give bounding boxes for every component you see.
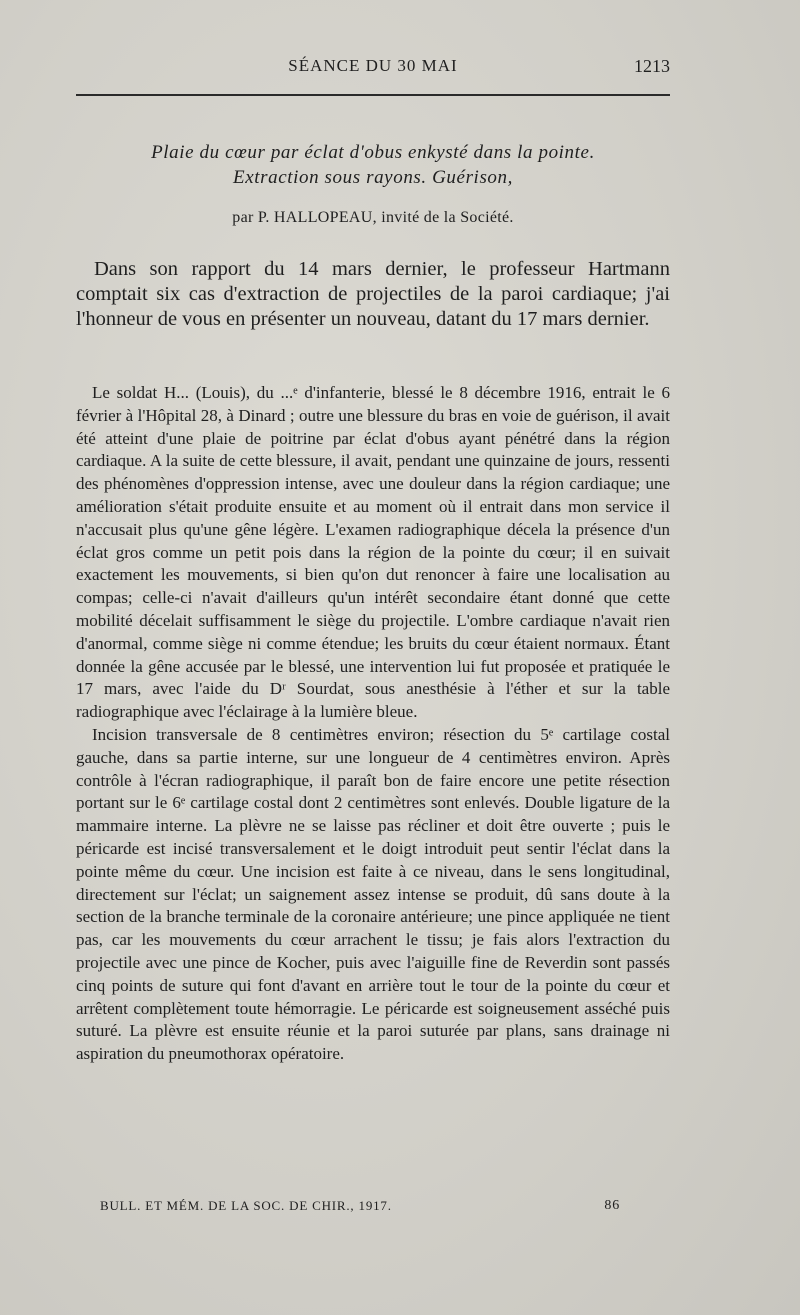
page-header bbox=[76, 50, 670, 86]
signature-mark: 86 bbox=[604, 1198, 620, 1213]
running-head: SÉANCE DU 30 MAI bbox=[288, 56, 458, 75]
intro-paragraph: Dans son rapport du 14 mars dernier, le professeur Hartmann comptait six cas d'extraction de projectiles de la paroi cardiaque; j'ai l'honneur de vous en présenter un nouveau, datant du 17 mars dernier. bbox=[76, 258, 670, 330]
page-footer bbox=[100, 1196, 620, 1220]
article-title bbox=[76, 140, 670, 190]
header-rule bbox=[76, 94, 670, 96]
title-line-1: Plaie du cœur par éclat d'obus enkysté dans la pointe. bbox=[151, 142, 595, 163]
page-number: 1213 bbox=[634, 56, 670, 76]
body-paragraph-2: Incision transversale de 8 centimètres environ; résection du 5ᵉ cartilage costal gauche, dans sa partie interne, sur une longueur de 4 centimètres environ. Après contrôle à l'écran radiographique, il paraît bon de faire encore une petite résection portant sur le 6ᵉ cartilage costal dont 2 centimètres sont enlevés. Double ligature de la mammaire interne. La plèvre ne se laisse pas récliner et doit être ouverte ; puis le péricarde est incisé transversalement et le doigt introduit peut sentir l'éclat dans la pointe même du cœur. Une incision est faite à ce niveau, dans le sens longitudinal, directement sur l'éclat; un saignement assez intense se produit, dû sans doute à la section de la branche terminale de la coronaire antérieure; une pince appliquée ne tient pas, car les mouvements du cœur arrachent le tissu; je fais alors l'extraction du projectile avec une pince de Kocher, puis avec l'aiguille fine de Reverdin sont passés cinq points de suture qui font d'avant en arrière tout le tour de la pointe du cœur et arrêtent complètement toute hémorragie. Le péricarde est soigneusement asséché puis suturé. La plèvre est ensuite réunie et la paroi suturée par plans, sans drainage ni aspiration du pneumothorax opératoire. bbox=[76, 724, 670, 1064]
article-body bbox=[76, 382, 670, 1066]
title-line-2: Extraction sous rayons. Guérison, bbox=[233, 167, 513, 188]
article-author: par P. HALLOPEAU, invité de la Société. bbox=[232, 209, 514, 226]
body-paragraph-1: Le soldat H... (Louis), du ...ᵉ d'infanterie, blessé le 8 décembre 1916, entrait le 6 février à l'Hôpital 28, à Dinard ; outre une blessure du bras en voie de guérison, il avait été atteint d'une plaie de poitrine par éclat d'obus ayant pénétré dans la région cardiaque. A la suite de cette blessure, il avait, pendant une quinzaine de jours, ressenti des phénomènes d'oppression intense, avec une douleur dans la région cardiaque; une amélioration s'était produite ensuite et au moment où il entrait dans mon service il n'accusait plus qu'une gêne légère. L'examen radiographique décela la présence d'un éclat gros comme un petit pois dans la région de la pointe du cœur; il en suivait exactement les mouvements, si bien qu'on dut renoncer à faire une localisation au compas; celle-ci n'avait d'ailleurs qu'un intérêt secondaire étant donné que cette mobilité décelait suffisamment le siège du projectile. L'ombre cardiaque n'avait rien d'anormal, comme siège ni comme étendue; les bruits du cœur étaient normaux. Étant donnée la gêne accusée par le blessé, une intervention lui fut proposée et pratiquée le 17 mars, avec l'aide du Dʳ Sourdat, sous anesthésie à l'éther et sur la table radiographique avec l'éclairage à la lumière bleue. bbox=[76, 383, 670, 722]
footer-source: BULL. ET MÉM. DE LA SOC. DE CHIR., 1917. bbox=[100, 1198, 392, 1213]
